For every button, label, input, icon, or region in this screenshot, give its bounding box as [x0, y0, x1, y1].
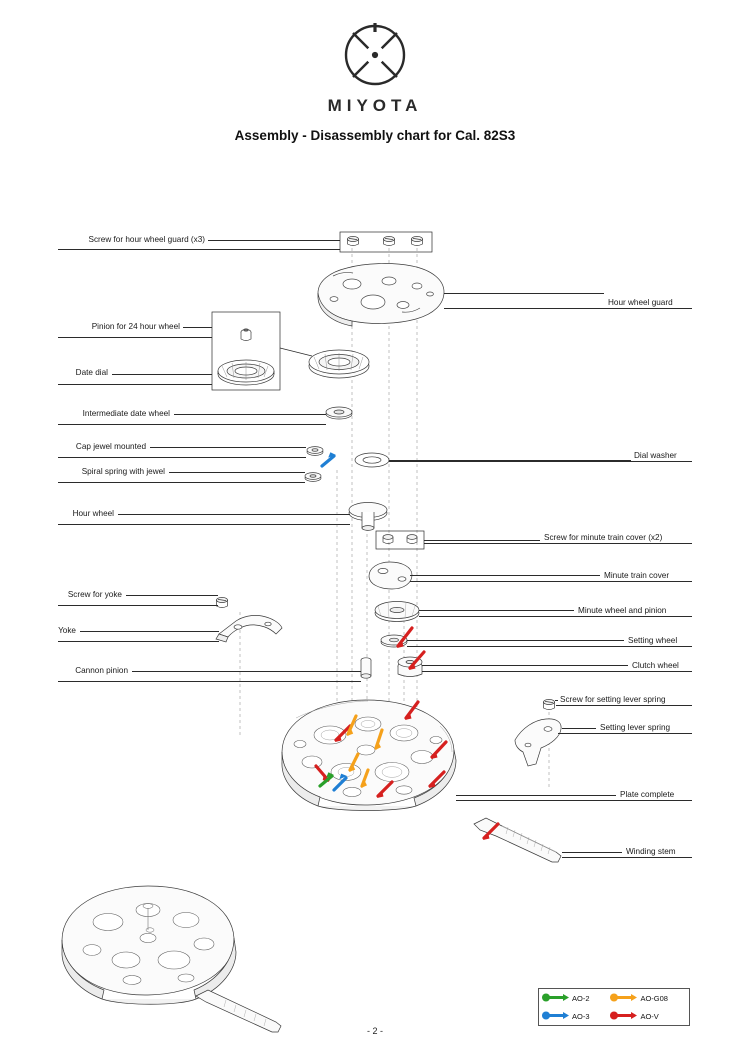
legend-swatch-orange: [609, 993, 637, 1004]
legend-label-ao-g08: AO-G08: [640, 993, 668, 1003]
label-screw-for-setting-lever-spring: Screw for setting lever spring: [560, 695, 666, 704]
label-yoke: Yoke: [58, 626, 76, 635]
label-date-dial: Date dial: [75, 368, 108, 377]
leader-screw-minute-train-cover: [424, 540, 540, 541]
label-dial-washer: Dial washer: [634, 451, 677, 460]
label-screw-for-minute-train-cover: Screw for minute train cover (x2): [544, 533, 663, 542]
page-title: Assembly - Disassembly chart for Cal. 82S3: [234, 128, 516, 143]
legend-entry-ao-2: [539, 989, 607, 1007]
leader-hour-wheel-guard: [444, 293, 604, 294]
leader-intermediate-date-wheel: [174, 414, 326, 415]
rule-left-5: [58, 457, 306, 458]
label-minute-train-cover: Minute train cover: [604, 571, 670, 580]
rule-right-1: [444, 308, 692, 309]
leader-yoke: [80, 631, 219, 632]
rule-left-10: [58, 681, 361, 682]
leader-date-dial: [112, 374, 212, 375]
leader-pinion-24h: [183, 327, 212, 328]
leader-cap-jewel: [150, 447, 306, 448]
leader-minute-wheel-pinion: [419, 610, 574, 611]
label-screw-for-yoke: Screw for yoke: [67, 590, 122, 599]
miyota-mark-icon: [333, 18, 417, 92]
label-setting-wheel: Setting wheel: [628, 636, 678, 645]
legend-label-ao-2: AO-2: [572, 993, 590, 1003]
rule-right-2: [389, 461, 692, 462]
leader-clutch-wheel: [422, 665, 628, 666]
legend-entry-ao-3: [539, 1007, 607, 1025]
rule-left-1: [58, 249, 340, 250]
rule-right-8: [556, 705, 692, 706]
label-screw-for-hour-wheel-guard: Screw for hour wheel guard (x3): [88, 235, 205, 244]
rule-right-3: [424, 543, 692, 544]
rule-right-9: [558, 733, 692, 734]
leader-minute-train-cover: [410, 575, 600, 576]
rule-left-3: [58, 384, 212, 385]
rule-left-7: [58, 524, 350, 525]
legend-swatch-blue: [541, 1011, 569, 1022]
rule-left-4: [58, 424, 326, 425]
rule-right-11: [562, 857, 692, 858]
oil-legend: [538, 988, 690, 1026]
rule-left-9: [58, 641, 219, 642]
legend-label-ao-3: AO-3: [572, 1011, 590, 1021]
legend-entry-ao-v: [607, 1007, 689, 1025]
legend-label-ao-v: AO-V: [640, 1011, 659, 1021]
label-winding-stem: Winding stem: [626, 847, 676, 856]
rule-right-5: [419, 616, 692, 617]
rule-left-2: [58, 337, 212, 338]
rule-left-6: [58, 482, 305, 483]
rule-right-7: [422, 671, 692, 672]
brand-name: MIYOTA: [327, 96, 423, 115]
brand-logo: [0, 18, 750, 116]
leader-setting-wheel: [407, 640, 624, 641]
label-clutch-wheel: Clutch wheel: [632, 661, 679, 670]
label-minute-wheel-and-pinion: Minute wheel and pinion: [578, 606, 667, 615]
label-hour-wheel: Hour wheel: [72, 509, 114, 518]
leader-setting-lever-spring: [562, 728, 596, 729]
page-number: - 2 -: [366, 1026, 383, 1036]
label-setting-lever-spring: Setting lever spring: [600, 723, 671, 732]
legend-swatch-green: [541, 993, 569, 1004]
label-pinion-for-24-hour-wheel: Pinion for 24 hour wheel: [91, 322, 180, 331]
leader-screw-hour-wheel-guard: [208, 240, 340, 241]
leader-screw-setting-lever-spring: [555, 700, 558, 701]
leader-plate-complete: [456, 795, 616, 796]
label-cap-jewel-mounted: Cap jewel mounted: [75, 442, 146, 451]
rule-right-10: [456, 800, 692, 801]
rule-right-6: [407, 646, 692, 647]
leader-cannon-pinion: [132, 671, 361, 672]
rule-left-8: [58, 605, 218, 606]
label-intermediate-date-wheel: Intermediate date wheel: [82, 409, 170, 418]
leader-hour-wheel: [118, 514, 350, 515]
legend-swatch-red: [609, 1011, 637, 1022]
label-spiral-spring-with-jewel: Spiral spring with jewel: [81, 467, 165, 476]
legend-entry-ao-g08: [607, 989, 689, 1007]
leader-screw-yoke: [126, 595, 218, 596]
leader-spiral-spring: [169, 472, 305, 473]
label-hour-wheel-guard: Hour wheel guard: [608, 298, 673, 307]
label-plate-complete: Plate complete: [620, 790, 675, 799]
leader-winding-stem: [562, 852, 622, 853]
label-cannon-pinion: Cannon pinion: [75, 666, 128, 675]
rule-right-4: [410, 581, 692, 582]
